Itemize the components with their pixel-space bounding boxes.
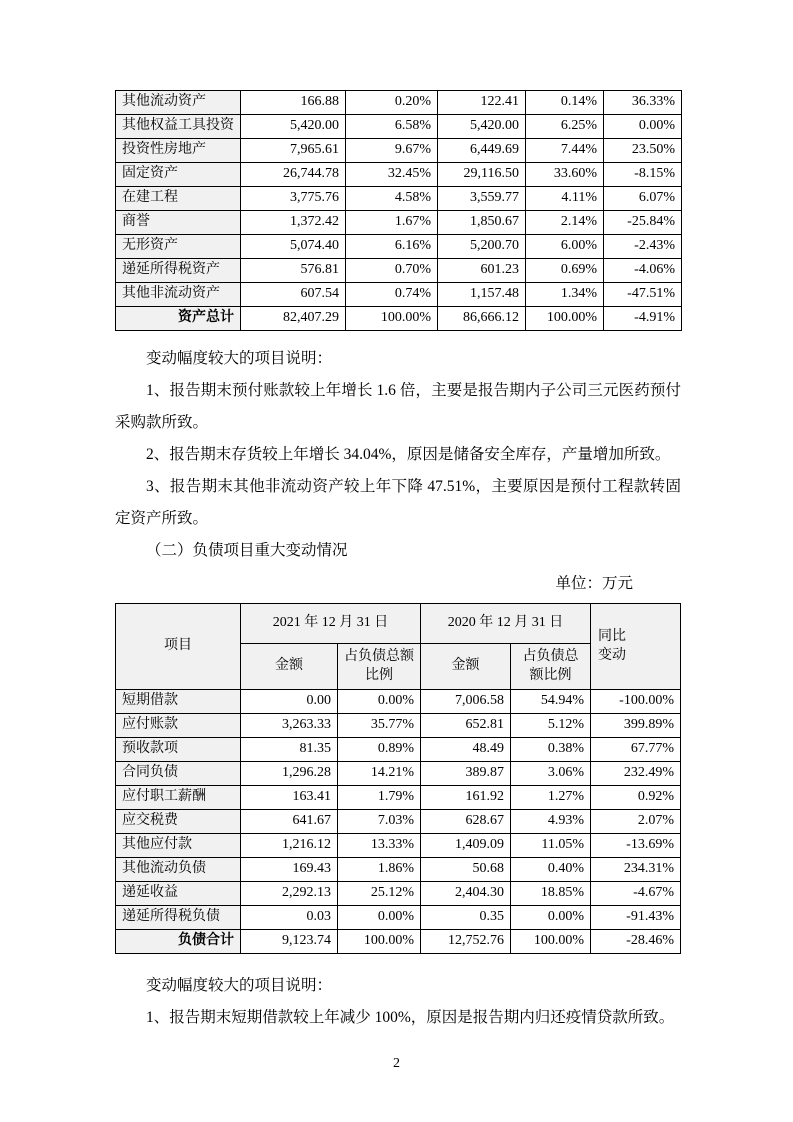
amount-2020-cell: 389.87 bbox=[421, 762, 511, 786]
item-label-cell: 其他流动负债 bbox=[116, 858, 241, 882]
notes-title: 变动幅度较大的项目说明： bbox=[146, 350, 333, 367]
yoy-cell: 2.07% bbox=[591, 810, 681, 834]
item-label-cell: 无形资产 bbox=[116, 235, 241, 259]
pct-2021-cell: 100.00% bbox=[346, 307, 438, 331]
pct-2021-cell: 0.70% bbox=[346, 259, 438, 283]
amount-2020-cell: 601.23 bbox=[438, 259, 526, 283]
item-label-cell: 应交税费 bbox=[116, 810, 241, 834]
item-label-cell: 投资性房地产 bbox=[116, 139, 241, 163]
pct-2020-cell: 0.38% bbox=[511, 738, 591, 762]
amount-2020-cell: 1,409.09 bbox=[421, 834, 511, 858]
amount-2021-cell: 0.03 bbox=[241, 906, 338, 930]
pct-2021-cell: 32.45% bbox=[346, 163, 438, 187]
amount-2021-cell: 26,744.78 bbox=[241, 163, 346, 187]
amount-2020-cell: 6,449.69 bbox=[438, 139, 526, 163]
amount-2020-cell: 5,200.70 bbox=[438, 235, 526, 259]
amount-2020-cell: 86,666.12 bbox=[438, 307, 526, 331]
amount-2020-cell: 12,752.76 bbox=[421, 930, 511, 954]
table-row bbox=[116, 738, 681, 762]
table-total-row bbox=[116, 307, 682, 331]
pct-2020-cell: 100.00% bbox=[526, 307, 604, 331]
yoy-cell: -4.06% bbox=[604, 259, 682, 283]
table-row bbox=[116, 786, 681, 810]
amount-2021-cell: 5,420.00 bbox=[241, 115, 346, 139]
section-heading: （二）负债项目重大变动情况 bbox=[146, 542, 348, 559]
table-row bbox=[116, 115, 682, 139]
item-label-cell: 固定资产 bbox=[116, 163, 241, 187]
pct-2020-cell: 2.14% bbox=[526, 211, 604, 235]
pct-2020-cell: 11.05% bbox=[511, 834, 591, 858]
pct-2020-cell: 1.27% bbox=[511, 786, 591, 810]
pct-2021-cell: 0.89% bbox=[338, 738, 421, 762]
pct-2020-cell: 0.40% bbox=[511, 858, 591, 882]
amount-2020-cell: 29,116.50 bbox=[438, 163, 526, 187]
pct-2020-cell: 18.85% bbox=[511, 882, 591, 906]
yoy-cell: 23.50% bbox=[604, 139, 682, 163]
amount-2020-cell: 122.41 bbox=[438, 91, 526, 115]
amount-2020-cell: 5,420.00 bbox=[438, 115, 526, 139]
table-row bbox=[116, 834, 681, 858]
amount-2021-cell: 9,123.74 bbox=[241, 930, 338, 954]
amount-2021-cell: 7,965.61 bbox=[241, 139, 346, 163]
ratio-header-cell: 占负债总额比例 bbox=[511, 644, 591, 690]
table-row bbox=[116, 762, 681, 786]
amount-header-cell: 金额 bbox=[421, 644, 511, 690]
item-label-cell: 递延收益 bbox=[116, 882, 241, 906]
amount-header-cell: 金额 bbox=[241, 644, 338, 690]
amount-2020-cell: 652.81 bbox=[421, 714, 511, 738]
table-row bbox=[116, 163, 682, 187]
table-row bbox=[116, 882, 681, 906]
table-row bbox=[116, 714, 681, 738]
amount-2020-cell: 3,559.77 bbox=[438, 187, 526, 211]
ratio-header-cell: 占负债总额比例 bbox=[338, 644, 421, 690]
amount-2020-cell: 50.68 bbox=[421, 858, 511, 882]
note-item: 1、报告期末短期借款较上年减少 100%，原因是报告期内归还疫情贷款所致。 bbox=[146, 1009, 675, 1026]
pct-2020-cell: 4.11% bbox=[526, 187, 604, 211]
table-row bbox=[116, 259, 682, 283]
pct-2020-cell: 54.94% bbox=[511, 690, 591, 714]
item-label-cell: 合同负债 bbox=[116, 762, 241, 786]
table-header-row bbox=[116, 604, 681, 644]
pct-2021-cell: 0.00% bbox=[338, 690, 421, 714]
total-label-cell: 资产总计 bbox=[116, 307, 241, 331]
liabilities-table bbox=[115, 603, 681, 954]
amount-2021-cell: 1,216.12 bbox=[241, 834, 338, 858]
amount-2021-cell: 576.81 bbox=[241, 259, 346, 283]
yoy-cell: -13.69% bbox=[591, 834, 681, 858]
pct-2020-cell: 6.25% bbox=[526, 115, 604, 139]
pct-2021-cell: 14.21% bbox=[338, 762, 421, 786]
item-label-cell: 短期借款 bbox=[116, 690, 241, 714]
table-row bbox=[116, 187, 682, 211]
pct-2021-cell: 100.00% bbox=[338, 930, 421, 954]
pct-2020-cell: 100.00% bbox=[511, 930, 591, 954]
amount-2021-cell: 607.54 bbox=[241, 283, 346, 307]
amount-2020-cell: 48.49 bbox=[421, 738, 511, 762]
pct-2020-cell: 5.12% bbox=[511, 714, 591, 738]
pct-2021-cell: 13.33% bbox=[338, 834, 421, 858]
item-label-cell: 其他非流动资产 bbox=[116, 283, 241, 307]
pct-2021-cell: 6.58% bbox=[346, 115, 438, 139]
notes-title: 变动幅度较大的项目说明： bbox=[146, 977, 333, 994]
amount-2021-cell: 169.43 bbox=[241, 858, 338, 882]
pct-2021-cell: 1.79% bbox=[338, 786, 421, 810]
amount-2021-cell: 3,263.33 bbox=[241, 714, 338, 738]
pct-2020-cell: 0.14% bbox=[526, 91, 604, 115]
table-row bbox=[116, 283, 682, 307]
table-row bbox=[116, 139, 682, 163]
pct-2020-cell: 4.93% bbox=[511, 810, 591, 834]
pct-2021-cell: 9.67% bbox=[346, 139, 438, 163]
table-row bbox=[116, 906, 681, 930]
yoy-cell: -47.51% bbox=[604, 283, 682, 307]
item-label-cell: 商誉 bbox=[116, 211, 241, 235]
unit-label: 单位：万元 bbox=[555, 575, 633, 592]
table-row bbox=[116, 810, 681, 834]
assets-table bbox=[115, 90, 682, 331]
amount-2020-cell: 161.92 bbox=[421, 786, 511, 810]
yoy-cell: 36.33% bbox=[604, 91, 682, 115]
amount-2021-cell: 641.67 bbox=[241, 810, 338, 834]
note-item: 2、报告期末存货较上年增长 34.04%，原因是储备安全库存，产量增加所致。 bbox=[146, 446, 671, 463]
item-label-cell: 递延所得税资产 bbox=[116, 259, 241, 283]
pct-2020-cell: 6.00% bbox=[526, 235, 604, 259]
amount-2021-cell: 1,372.42 bbox=[241, 211, 346, 235]
item-label-cell: 其他权益工具投资 bbox=[116, 115, 241, 139]
table-row bbox=[116, 235, 682, 259]
amount-2020-cell: 628.67 bbox=[421, 810, 511, 834]
yoy-cell: -25.84% bbox=[604, 211, 682, 235]
table-row bbox=[116, 858, 681, 882]
item-label-cell: 递延所得税负债 bbox=[116, 906, 241, 930]
item-label-cell: 应付职工薪酬 bbox=[116, 786, 241, 810]
yoy-cell: -4.91% bbox=[604, 307, 682, 331]
pct-2021-cell: 0.00% bbox=[338, 906, 421, 930]
note-item: 1、报告期末预付账款较上年增长 1.6 倍，主要是报告期内子公司三元医药预付采购款所致。 bbox=[115, 382, 681, 431]
item-label-cell: 其他应付款 bbox=[116, 834, 241, 858]
amount-2020-cell: 1,850.67 bbox=[438, 211, 526, 235]
yoy-cell: 399.89% bbox=[591, 714, 681, 738]
pct-2021-cell: 0.74% bbox=[346, 283, 438, 307]
yoy-cell: 234.31% bbox=[591, 858, 681, 882]
pct-2020-cell: 33.60% bbox=[526, 163, 604, 187]
note-item: 3、报告期末其他非流动资产较上年下降 47.51%，主要原因是预付工程款转固定资产所致。 bbox=[115, 478, 681, 527]
amount-2021-cell: 163.41 bbox=[241, 786, 338, 810]
yoy-cell: -28.46% bbox=[591, 930, 681, 954]
amount-2021-cell: 1,296.28 bbox=[241, 762, 338, 786]
amount-2021-cell: 0.00 bbox=[241, 690, 338, 714]
table-row bbox=[116, 211, 682, 235]
yoy-header-line2: 变动 bbox=[598, 647, 626, 663]
pct-2020-cell: 0.00% bbox=[511, 906, 591, 930]
pct-2021-cell: 4.58% bbox=[346, 187, 438, 211]
amount-2020-cell: 7,006.58 bbox=[421, 690, 511, 714]
amount-2021-cell: 166.88 bbox=[241, 91, 346, 115]
amount-2021-cell: 2,292.13 bbox=[241, 882, 338, 906]
page-number: 2 bbox=[393, 1056, 400, 1071]
date-2021-header-cell: 2021 年 12 月 31 日 bbox=[241, 604, 421, 644]
date-2020-header-cell: 2020 年 12 月 31 日 bbox=[421, 604, 591, 644]
item-label-cell: 预收款项 bbox=[116, 738, 241, 762]
pct-2020-cell: 0.69% bbox=[526, 259, 604, 283]
amount-2021-cell: 82,407.29 bbox=[241, 307, 346, 331]
yoy-cell: 232.49% bbox=[591, 762, 681, 786]
pct-2020-cell: 7.44% bbox=[526, 139, 604, 163]
yoy-header-cell bbox=[591, 604, 681, 690]
pct-2021-cell: 1.67% bbox=[346, 211, 438, 235]
amount-2020-cell: 2,404.30 bbox=[421, 882, 511, 906]
table-row bbox=[116, 690, 681, 714]
yoy-cell: 0.92% bbox=[591, 786, 681, 810]
item-label-cell: 在建工程 bbox=[116, 187, 241, 211]
item-label-cell: 其他流动资产 bbox=[116, 91, 241, 115]
pct-2021-cell: 25.12% bbox=[338, 882, 421, 906]
amount-2021-cell: 81.35 bbox=[241, 738, 338, 762]
total-label-cell: 负债合计 bbox=[116, 930, 241, 954]
pct-2021-cell: 35.77% bbox=[338, 714, 421, 738]
pct-2021-cell: 6.16% bbox=[346, 235, 438, 259]
item-header-cell: 项目 bbox=[116, 604, 241, 690]
table-total-row bbox=[116, 930, 681, 954]
pct-2021-cell: 0.20% bbox=[346, 91, 438, 115]
yoy-cell: 0.00% bbox=[604, 115, 682, 139]
yoy-header-line1: 同比 bbox=[598, 629, 626, 645]
pct-2020-cell: 3.06% bbox=[511, 762, 591, 786]
yoy-cell: -100.00% bbox=[591, 690, 681, 714]
item-label-cell: 应付账款 bbox=[116, 714, 241, 738]
pct-2020-cell: 1.34% bbox=[526, 283, 604, 307]
amount-2021-cell: 3,775.76 bbox=[241, 187, 346, 211]
pct-2021-cell: 1.86% bbox=[338, 858, 421, 882]
yoy-cell: 67.77% bbox=[591, 738, 681, 762]
amount-2020-cell: 0.35 bbox=[421, 906, 511, 930]
yoy-cell: -8.15% bbox=[604, 163, 682, 187]
pct-2021-cell: 7.03% bbox=[338, 810, 421, 834]
amount-2021-cell: 5,074.40 bbox=[241, 235, 346, 259]
yoy-cell: -91.43% bbox=[591, 906, 681, 930]
yoy-cell: -4.67% bbox=[591, 882, 681, 906]
yoy-cell: -2.43% bbox=[604, 235, 682, 259]
yoy-cell: 6.07% bbox=[604, 187, 682, 211]
amount-2020-cell: 1,157.48 bbox=[438, 283, 526, 307]
table-row bbox=[116, 91, 682, 115]
